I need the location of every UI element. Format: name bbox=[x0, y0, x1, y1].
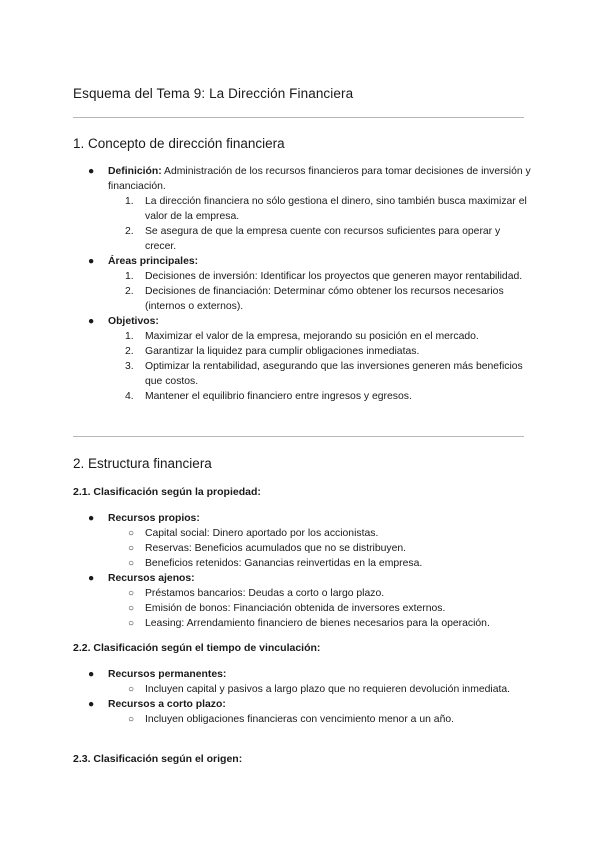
list-item bbox=[73, 601, 533, 616]
item-text: La dirección financiera no sólo gestiona el dinero, sino también busca maximizar el valor de la empresa. bbox=[145, 196, 527, 222]
item-number: 2. bbox=[125, 346, 134, 357]
list-item bbox=[73, 224, 533, 254]
bullet-icon: ● bbox=[88, 699, 95, 710]
recursos-permanentes-label: Recursos permanentes: bbox=[108, 669, 227, 680]
item-text: Préstamos bancarios: Deudas a corto o largo plazo. bbox=[145, 588, 385, 599]
list-item bbox=[73, 712, 533, 727]
item-number: 2. bbox=[125, 286, 134, 297]
document-title: Esquema del Tema 9: La Dirección Financiera bbox=[73, 86, 354, 101]
definicion-text: Administración de los recursos financieros para tomar decisiones de inversión y financiación. bbox=[108, 166, 531, 192]
item-text: Decisiones de inversión: Identificar los proyectos que generen mayor rentabilidad. bbox=[145, 271, 523, 282]
item-number: 1. bbox=[125, 271, 134, 282]
divider bbox=[73, 117, 524, 118]
section-1-list bbox=[73, 164, 533, 404]
list-item bbox=[73, 526, 533, 541]
list-item bbox=[73, 329, 533, 344]
item-text: Beneficios retenidos: Ganancias reinvertidas en la empresa. bbox=[145, 558, 423, 569]
recursos-corto-plazo-label: Recursos a corto plazo: bbox=[108, 699, 226, 710]
list-item-definicion bbox=[73, 164, 533, 194]
list-item-recursos-ajenos bbox=[73, 571, 533, 586]
item-text: Capital social: Dinero aportado por los accionistas. bbox=[145, 528, 379, 539]
list-item bbox=[73, 344, 533, 359]
bullet-icon: ● bbox=[88, 166, 95, 177]
item-text: Decisiones de financiación: Determinar cómo obtener los recursos necesarios (internos o externos). bbox=[145, 286, 504, 312]
list-item bbox=[73, 556, 533, 571]
section-2-heading: 2. Estructura financiera bbox=[73, 456, 212, 471]
item-number: 1. bbox=[125, 196, 134, 207]
item-text: Reservas: Beneficios acumulados que no se distribuyen. bbox=[145, 543, 407, 554]
recursos-propios-label: Recursos propios: bbox=[108, 513, 200, 524]
list-item bbox=[73, 682, 533, 697]
subsection-2-1-heading: 2.1. Clasificación según la propiedad: bbox=[73, 486, 261, 498]
list-item bbox=[73, 269, 533, 284]
item-text: Incluyen obligaciones financieras con vencimiento menor a un año. bbox=[145, 714, 455, 725]
section-1-heading: 1. Concepto de dirección financiera bbox=[73, 136, 285, 151]
list-item-recursos-propios bbox=[73, 511, 533, 526]
item-text: Leasing: Arrendamiento financiero de bienes necesarios para la operación. bbox=[145, 618, 490, 629]
circle-bullet-icon: ○ bbox=[128, 543, 135, 554]
divider bbox=[73, 436, 524, 437]
item-number: 1. bbox=[125, 331, 134, 342]
list-item bbox=[73, 194, 533, 224]
recursos-ajenos-label: Recursos ajenos: bbox=[108, 573, 195, 584]
list-item bbox=[73, 586, 533, 601]
bullet-icon: ● bbox=[88, 256, 95, 267]
subsection-2-3-heading: 2.3. Clasificación según el origen: bbox=[73, 753, 243, 765]
item-number: 3. bbox=[125, 361, 134, 372]
list-item-recursos-corto-plazo bbox=[73, 697, 533, 712]
list-item bbox=[73, 541, 533, 556]
list-item-areas bbox=[73, 254, 533, 269]
bullet-icon: ● bbox=[88, 669, 95, 680]
definicion-label: Definición: bbox=[108, 166, 162, 177]
bullet-icon: ● bbox=[88, 513, 95, 524]
circle-bullet-icon: ○ bbox=[128, 528, 135, 539]
list-item-recursos-permanentes bbox=[73, 667, 533, 682]
bullet-icon: ● bbox=[88, 316, 95, 327]
list-item bbox=[73, 359, 533, 389]
item-number: 2. bbox=[125, 226, 134, 237]
item-number: 4. bbox=[125, 391, 134, 402]
bullet-icon: ● bbox=[88, 573, 95, 584]
section-2-1-list bbox=[73, 511, 533, 631]
list-item-objetivos bbox=[73, 314, 533, 329]
circle-bullet-icon: ○ bbox=[128, 684, 135, 695]
subsection-2-2-heading: 2.2. Clasificación según el tiempo de vinculación: bbox=[73, 642, 321, 654]
item-text: Se asegura de que la empresa cuente con recursos suficientes para operar y crecer. bbox=[145, 226, 501, 252]
circle-bullet-icon: ○ bbox=[128, 588, 135, 599]
circle-bullet-icon: ○ bbox=[128, 618, 135, 629]
item-text: Incluyen capital y pasivos a largo plazo que no requieren devolución inmediata. bbox=[145, 684, 511, 695]
item-text: Optimizar la rentabilidad, asegurando que las inversiones generen más beneficios que costos. bbox=[145, 361, 523, 387]
list-item bbox=[73, 389, 533, 404]
list-item bbox=[73, 616, 533, 631]
item-text: Garantizar la liquidez para cumplir obligaciones inmediatas. bbox=[145, 346, 420, 357]
objetivos-label: Objetivos: bbox=[108, 316, 159, 327]
item-text: Maximizar el valor de la empresa, mejorando su posición en el mercado. bbox=[145, 331, 479, 342]
item-text: Emisión de bonos: Financiación obtenida de inversores externos. bbox=[145, 603, 446, 614]
circle-bullet-icon: ○ bbox=[128, 714, 135, 725]
areas-label: Áreas principales: bbox=[108, 256, 199, 267]
item-text: Mantener el equilibrio financiero entre ingresos y egresos. bbox=[145, 391, 412, 402]
circle-bullet-icon: ○ bbox=[128, 558, 135, 569]
circle-bullet-icon: ○ bbox=[128, 603, 135, 614]
list-item bbox=[73, 284, 533, 314]
section-2-2-list bbox=[73, 667, 533, 727]
